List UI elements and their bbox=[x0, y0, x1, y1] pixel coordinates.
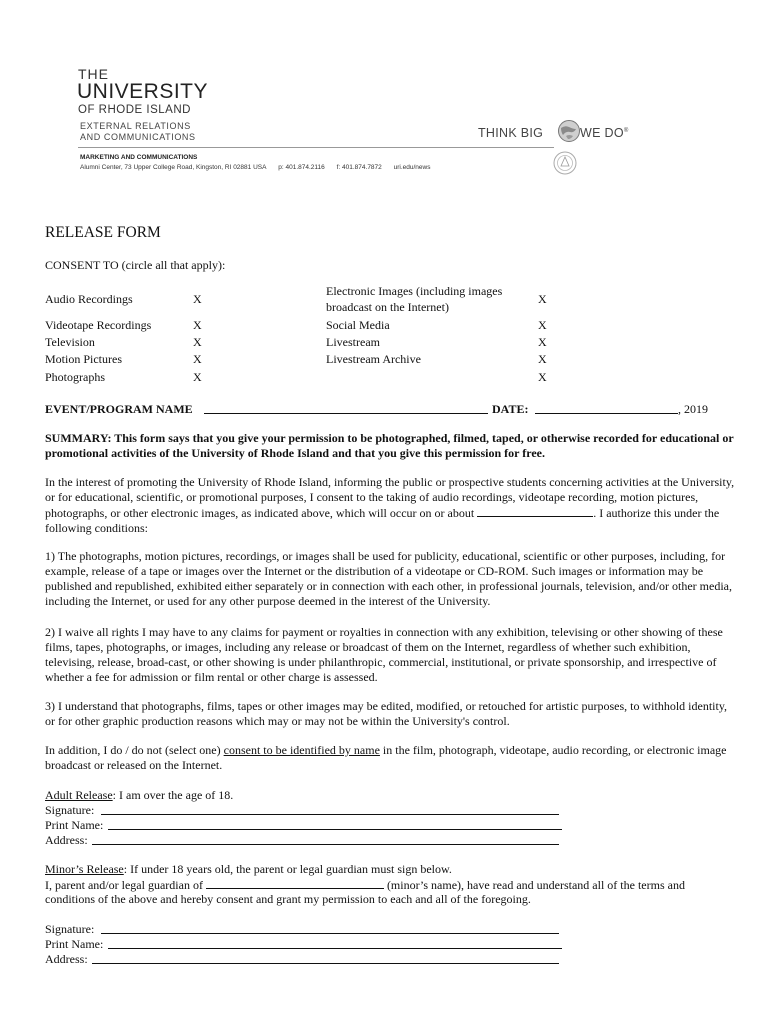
consent-videotape-mark[interactable]: X bbox=[193, 318, 202, 332]
minor-release-heading: Minor’s Release bbox=[45, 862, 124, 876]
summary-text: SUMMARY: This form says that you give your permission to be photographed, filmed, taped, or otherwise recorded for educational or promotional activities of the University of Rhode Island and that you give this permission for free. bbox=[45, 431, 734, 460]
globe-icon bbox=[557, 119, 581, 143]
consent-audio-recordings[interactable]: Audio Recordings bbox=[45, 292, 133, 306]
adult-release-heading: Adult Release bbox=[45, 788, 113, 802]
letterhead-divider bbox=[78, 147, 554, 148]
letterhead-fax: f: 401.874.7872 bbox=[336, 164, 382, 171]
consent-television[interactable]: Television bbox=[45, 335, 95, 349]
adult-signature-label: Signature: bbox=[45, 803, 95, 817]
consent-motion-pictures-mark[interactable]: X bbox=[193, 352, 202, 366]
adult-release bbox=[45, 788, 233, 803]
minor-release-text: : If under 18 years old, the parent or legal guardian must sign below. bbox=[123, 862, 452, 876]
consent-electronic-images-mark[interactable]: X bbox=[538, 292, 547, 306]
guardian-post-text: (minor’s name), have read and understand all of the terms and bbox=[386, 878, 685, 892]
consent-television-mark[interactable]: X bbox=[193, 335, 202, 349]
letterhead-phone: p: 401.874.2116 bbox=[278, 164, 325, 171]
date-label: DATE: bbox=[492, 402, 529, 416]
slogan-we-do: WE DO® bbox=[580, 126, 629, 140]
date-field[interactable] bbox=[535, 402, 678, 414]
consent-livestream[interactable]: Livestream bbox=[326, 335, 380, 349]
consent-livestream-mark[interactable]: X bbox=[538, 335, 547, 349]
consent-photographs[interactable]: Photographs bbox=[45, 370, 105, 384]
consent-heading: CONSENT TO (circle all that apply): bbox=[45, 258, 226, 272]
letterhead-of-rhode-island: OF RHODE ISLAND bbox=[78, 104, 191, 116]
minor-print-name-field[interactable] bbox=[108, 937, 562, 949]
consent-motion-pictures[interactable]: Motion Pictures bbox=[45, 352, 122, 366]
condition-1: 1) The photographs, motion pictures, recordings, or images shall be used for publicity, educational, scientific or other purposes, including, for example, release of a tape or images over the Internet or the distribution of a videotape or CD-ROM. Such images or information may be published and republished, exhibited either separately or in connection with each other, in professional journals, television, and/or other media, including the Internet, or used for any other purpose deemed in the interest of the University. bbox=[45, 549, 732, 608]
letterhead-office: MARKETING AND COMMUNICATIONS bbox=[80, 154, 198, 161]
adult-print-name-field[interactable] bbox=[108, 818, 562, 830]
addition-post-text: in the film, photograph, videotape, audio recording, or electronic image broadcast or released on the Internet. bbox=[45, 743, 727, 772]
consent-photographs-mark[interactable]: X bbox=[193, 370, 202, 384]
identified-by-name-text: consent to be identified by name bbox=[223, 743, 380, 757]
consent-videotape-recordings[interactable]: Videotape Recordings bbox=[45, 318, 152, 332]
letterhead-dept-line1: EXTERNAL RELATIONS bbox=[80, 121, 191, 131]
minor-signature-label: Signature: bbox=[45, 922, 95, 936]
consent-electronic-images-line2[interactable]: broadcast on the Internet) bbox=[326, 300, 449, 314]
guardian-pre-text: I, parent and/or legal guardian of bbox=[45, 878, 203, 892]
letterhead-web: uri.edu/news bbox=[393, 164, 431, 171]
condition-2: 2) I waive all rights I may have to any claims for payment or royalties in connection with any exhibition, televising or other showing of these films, tapes, photographs, or images, including any release or broadcast of them on the Internet, regardless of whether such exhibition, televising, release, broad-cast, or other showing is under philanthropic, commercial, institutional, or private sponsorship, and irrespective of whether a fee for admission or film rental or other charge is assessed. bbox=[45, 625, 723, 684]
letterhead-the: THE bbox=[78, 66, 109, 82]
event-program-label: EVENT/PROGRAM NAME bbox=[45, 402, 193, 416]
letterhead-university: UNIVERSITY bbox=[77, 80, 209, 103]
consent-electronic-images-line1[interactable]: Electronic Images (including images bbox=[326, 284, 503, 298]
condition-3: 3) I understand that photographs, films, tapes or other images may be edited, modified, or retouched for artistic purposes, to withhold identity, or for other graphic production reasons which may or may not be within the University's control. bbox=[45, 699, 728, 728]
adult-address-label: Address: bbox=[45, 833, 88, 847]
minor-signature-field[interactable] bbox=[101, 922, 559, 934]
minor-guardian-line bbox=[45, 877, 685, 893]
adult-print-name-label: Print Name: bbox=[45, 818, 104, 832]
identification-consent-paragraph bbox=[45, 743, 735, 773]
minor-consent-text: conditions of the above and hereby consent and grant my permission to each and all of the foregoing. bbox=[45, 892, 531, 906]
consent-livestream-archive-mark[interactable]: X bbox=[538, 352, 547, 366]
minor-address-label: Address: bbox=[45, 952, 88, 966]
adult-address-field[interactable] bbox=[92, 833, 559, 845]
intro-text: In the interest of promoting the University of Rhode Island, informing the public or prospective students concerning activities at the University, or for educational, scientific, or promotional purposes, I consent to the taking of audio recordings, videotape recording, motion pictures, photographs, or other electronic images, as indicated above, which will occur on or about bbox=[45, 475, 735, 520]
minor-name-field[interactable] bbox=[206, 877, 384, 889]
intro-paragraph bbox=[45, 475, 735, 536]
minor-release bbox=[45, 862, 452, 877]
event-program-field[interactable] bbox=[204, 402, 488, 414]
consent-livestream-archive[interactable]: Livestream Archive bbox=[326, 352, 421, 366]
consent-audio-mark[interactable]: X bbox=[193, 292, 202, 306]
adult-signature-field[interactable] bbox=[101, 803, 559, 815]
consent-social-media-mark[interactable]: X bbox=[538, 318, 547, 332]
form-title: RELEASE FORM bbox=[45, 224, 161, 241]
minor-print-name-label: Print Name: bbox=[45, 937, 104, 951]
minor-address-field[interactable] bbox=[92, 952, 559, 964]
letterhead-contact bbox=[80, 164, 440, 171]
letterhead-dept-line2: AND COMMUNICATIONS bbox=[80, 132, 196, 142]
letterhead-address: Alumni Center, 73 Upper College Road, Kingston, RI 02881 USA bbox=[80, 164, 267, 171]
date-year: , 2019 bbox=[678, 402, 708, 416]
adult-release-text: : I am over the age of 18. bbox=[112, 788, 234, 802]
trademark-mark: ® bbox=[623, 127, 629, 134]
university-seal-icon bbox=[552, 148, 578, 178]
event-date-field[interactable] bbox=[477, 505, 593, 517]
consent-extra-mark[interactable]: X bbox=[538, 370, 547, 384]
slogan-think-big: THINK BIG bbox=[478, 126, 544, 140]
consent-social-media[interactable]: Social Media bbox=[326, 318, 390, 332]
intro-end-text: . I authorize this under the following conditions: bbox=[45, 506, 720, 535]
addition-pre-text: In addition, I do / do not (select one) bbox=[45, 743, 224, 757]
